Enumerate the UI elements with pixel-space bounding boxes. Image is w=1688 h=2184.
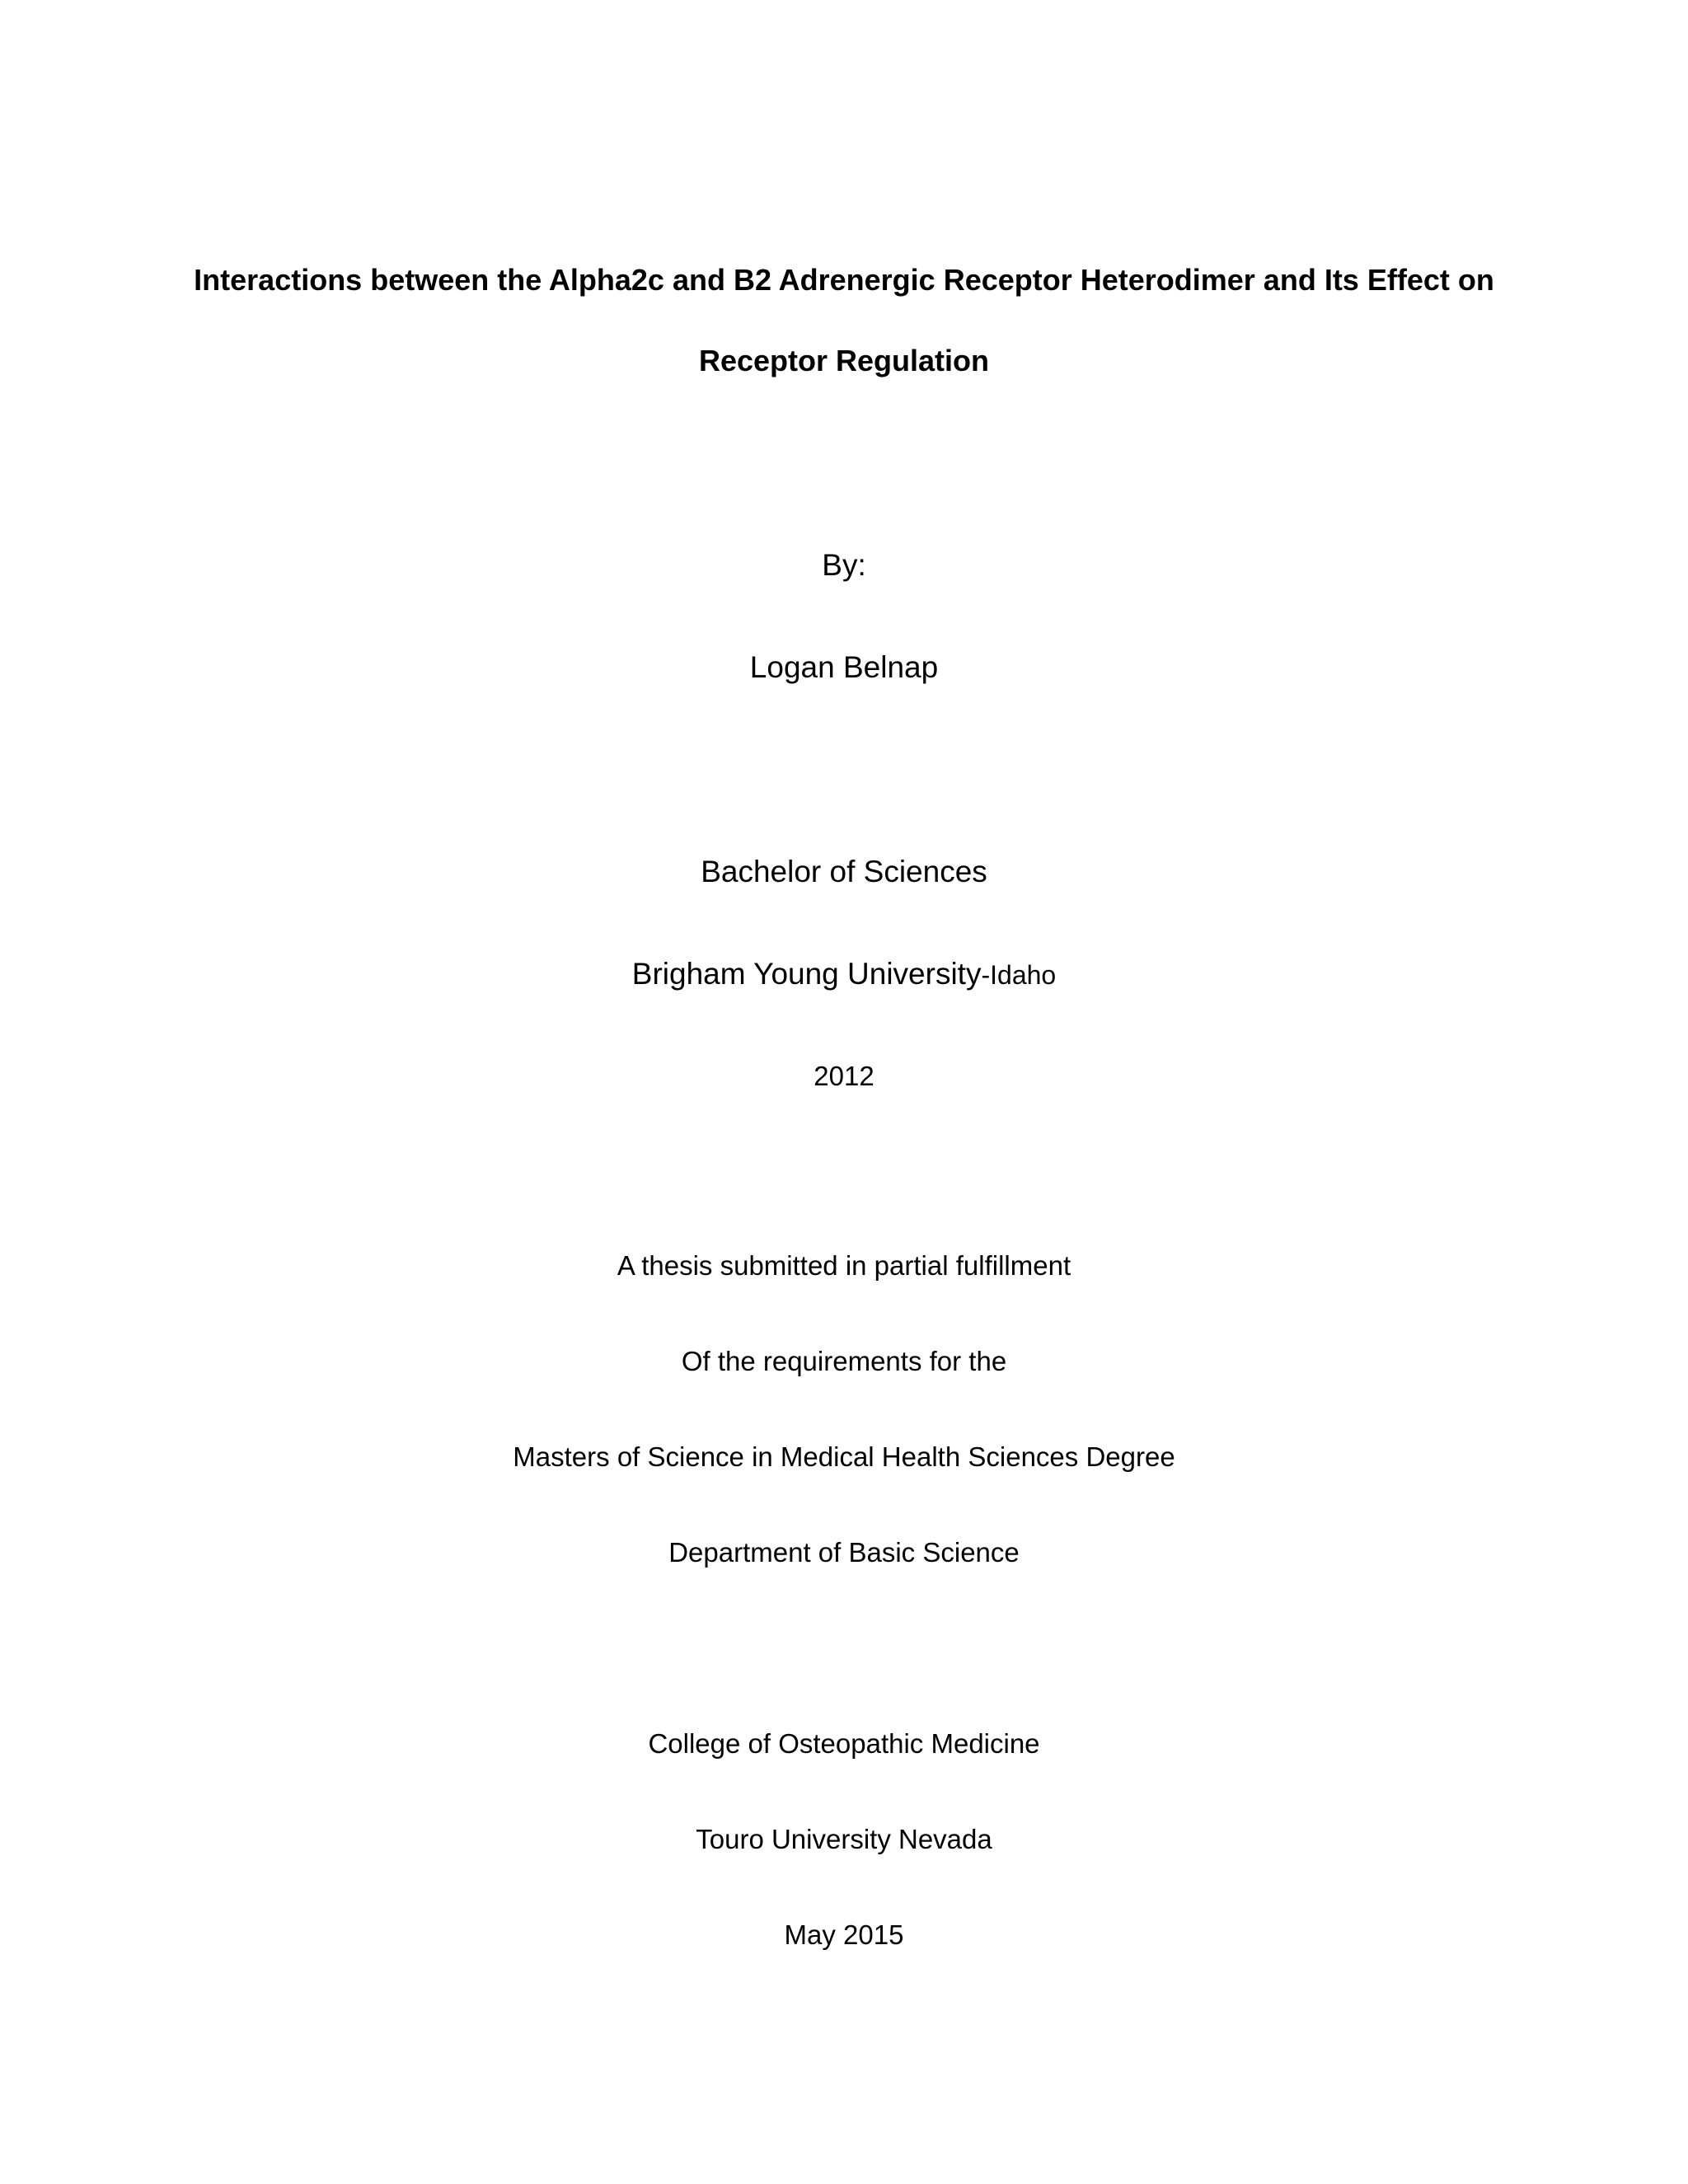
thesis-title-line-2: Receptor Regulation bbox=[698, 344, 990, 377]
department-name: Department of Basic Science bbox=[668, 1537, 1020, 1568]
university-name: Touro University Nevada bbox=[696, 1824, 992, 1854]
degree-name: Masters of Science in Medical Health Sciences Degree bbox=[513, 1441, 1175, 1472]
prior-institution-suffix: -Idaho bbox=[981, 960, 1057, 990]
prior-year: 2012 bbox=[814, 1061, 874, 1091]
prior-institution-main: Brigham Young University bbox=[631, 957, 982, 991]
prior-degree: Bachelor of Sciences bbox=[701, 855, 987, 888]
thesis-title-line-1: Interactions between the Alpha2c and B2 Adrenergic Receptor Heterodimer and Its Effect on bbox=[194, 263, 1494, 297]
prior-institution bbox=[0, 958, 1688, 989]
by-label: By: bbox=[822, 548, 866, 582]
college-name: College of Osteopathic Medicine bbox=[648, 1728, 1040, 1759]
author-name: Logan Belnap bbox=[749, 650, 939, 684]
submission-statement-line-2: Of the requirements for the bbox=[681, 1346, 1007, 1376]
submission-statement-line-1: A thesis submitted in partial fulfillment bbox=[617, 1250, 1071, 1281]
submission-date: May 2015 bbox=[784, 1919, 904, 1950]
